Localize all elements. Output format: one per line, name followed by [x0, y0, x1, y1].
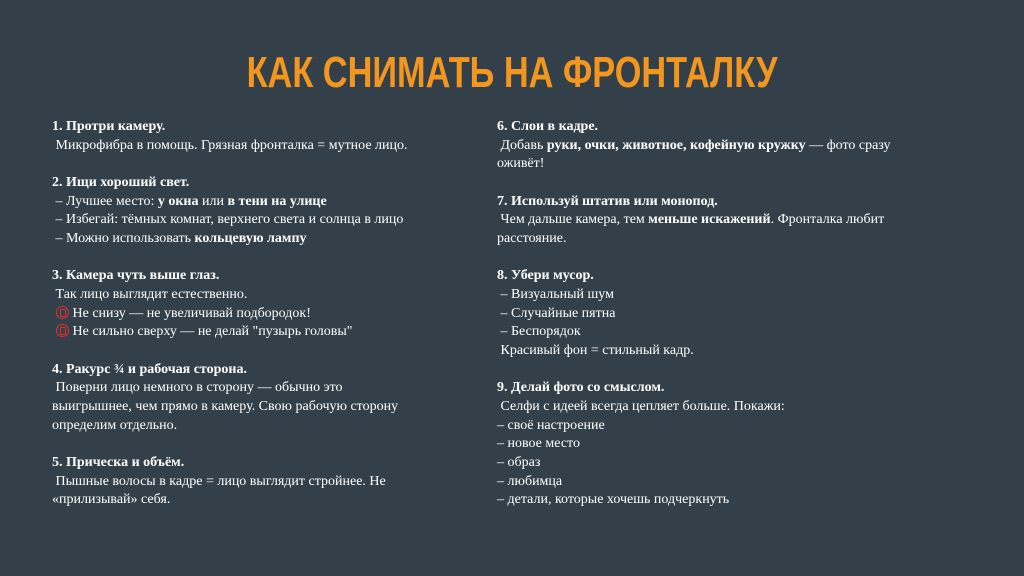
tip-text: Селфи с идеей всегда цепляет больше. Покажи:: [497, 398, 785, 414]
tip-section: [52, 118, 472, 155]
tip-text: выигрышнее, чем прямо в камеру. Свою рабочую сторону: [52, 398, 399, 414]
tip-heading: 4. Ракурс ¾ и рабочая сторона.: [52, 361, 247, 377]
tip-text: или: [198, 193, 228, 209]
tip-section: [52, 454, 472, 510]
tip-line: [52, 417, 472, 436]
tip-heading: 2. Ищи хороший свет.: [52, 174, 190, 190]
tip-section: [52, 267, 472, 342]
tip-text: – образ: [497, 455, 541, 471]
tip-line: [52, 398, 472, 417]
emphasis-text: меньше искажений: [648, 212, 771, 228]
tip-line: [497, 417, 917, 436]
tip-text: — фото сразу: [805, 137, 891, 153]
tip-line: [52, 323, 472, 342]
tip-section: [497, 267, 917, 361]
right-column: [497, 118, 917, 529]
tip-line: [52, 193, 472, 212]
emphasis-text: у окна: [157, 193, 199, 209]
tip-line: [497, 305, 917, 324]
tip-heading: 6. Слои в кадре.: [497, 119, 599, 134]
tip-heading: 3. Камера чуть выше глаз.: [52, 268, 220, 284]
tip-line: [497, 230, 917, 249]
tip-heading: 7. Используй штатив или монопод.: [497, 193, 718, 209]
tip-line: [52, 211, 472, 230]
tip-line: [52, 305, 472, 324]
tip-text: – Беспорядок: [497, 324, 581, 340]
slide-title: КАК СНИМАТЬ НА ФРОНТАЛКУ: [246, 48, 778, 97]
tip-text: – новое место: [497, 436, 580, 452]
tip-section: [52, 361, 472, 436]
tip-line: [497, 435, 917, 454]
tip-text: Так лицо выглядит естественно.: [52, 286, 248, 302]
tip-line: [497, 473, 917, 492]
tip-line: [52, 379, 472, 398]
prohibited-phone-icon: [56, 306, 69, 319]
tip-line: [52, 286, 472, 305]
tip-text: Не сильно сверху — не делай "пузырь головы": [72, 324, 353, 340]
tip-text: – своё настроение: [497, 417, 605, 433]
left-column: [52, 118, 472, 528]
tip-line: [497, 491, 917, 510]
emphasis-text: руки, очки, животное, кофейную кружку: [546, 137, 806, 153]
tip-text: Поверни лицо немного в сторону — обычно это: [52, 380, 343, 396]
tip-line: [52, 473, 472, 492]
tip-line: [52, 491, 472, 510]
tip-heading: 5. Прическа и объём.: [52, 454, 185, 470]
tip-line: [497, 211, 917, 230]
tip-text: – Избегай: тёмных комнат, верхнего света и солнца в лицо: [52, 212, 404, 228]
tip-section: [497, 193, 917, 249]
tip-text: – любимца: [497, 473, 563, 489]
tip-text: Микрофибра в помощь. Грязная фронталка = мутное лицо.: [52, 137, 408, 153]
tip-line: [52, 137, 472, 156]
tip-text: Не снизу — не увеличивай подбородок!: [72, 305, 311, 321]
tip-heading: 8. Убери мусор.: [497, 268, 594, 284]
tip-line: [497, 286, 917, 305]
tip-text: – Лучшее место:: [52, 193, 158, 209]
prohibited-phone-icon: [56, 324, 69, 337]
emphasis-text: кольцевую лампу: [194, 231, 307, 247]
tip-line: [497, 137, 917, 156]
tip-text: Добавь: [497, 137, 547, 153]
tip-line: [52, 230, 472, 249]
tip-heading: 9. Делай фото со смыслом.: [497, 380, 665, 396]
tip-text: Чем дальше камера, тем: [497, 212, 649, 228]
tip-line: [497, 155, 917, 174]
tip-section: [497, 379, 917, 510]
tip-heading: 1. Протри камеру.: [52, 119, 166, 134]
tip-text: – Можно использовать: [52, 231, 195, 247]
tip-text: определим отдельно.: [52, 417, 178, 433]
tip-text: Пышные волосы в кадре = лицо выглядит стройнее. Не: [52, 473, 386, 489]
tip-line: [497, 398, 917, 417]
tip-line: [497, 454, 917, 473]
tip-section: [52, 174, 472, 249]
tip-text: оживёт!: [497, 156, 545, 172]
tip-text: – Визуальный шум: [497, 286, 614, 302]
tip-section: [497, 118, 917, 174]
tip-text: расстояние.: [497, 231, 567, 247]
tip-text: – Случайные пятна: [497, 305, 616, 321]
emphasis-text: в тени на улице: [227, 193, 327, 209]
tip-text: Красивый фон = стильный кадр.: [497, 343, 694, 359]
tip-text: – детали, которые хочешь подчеркнуть: [497, 492, 730, 508]
tip-line: [497, 323, 917, 342]
tip-text: . Фронталка любит: [770, 212, 885, 228]
tip-line: [497, 342, 917, 361]
tip-text: «прилизывай» себя.: [52, 492, 171, 508]
